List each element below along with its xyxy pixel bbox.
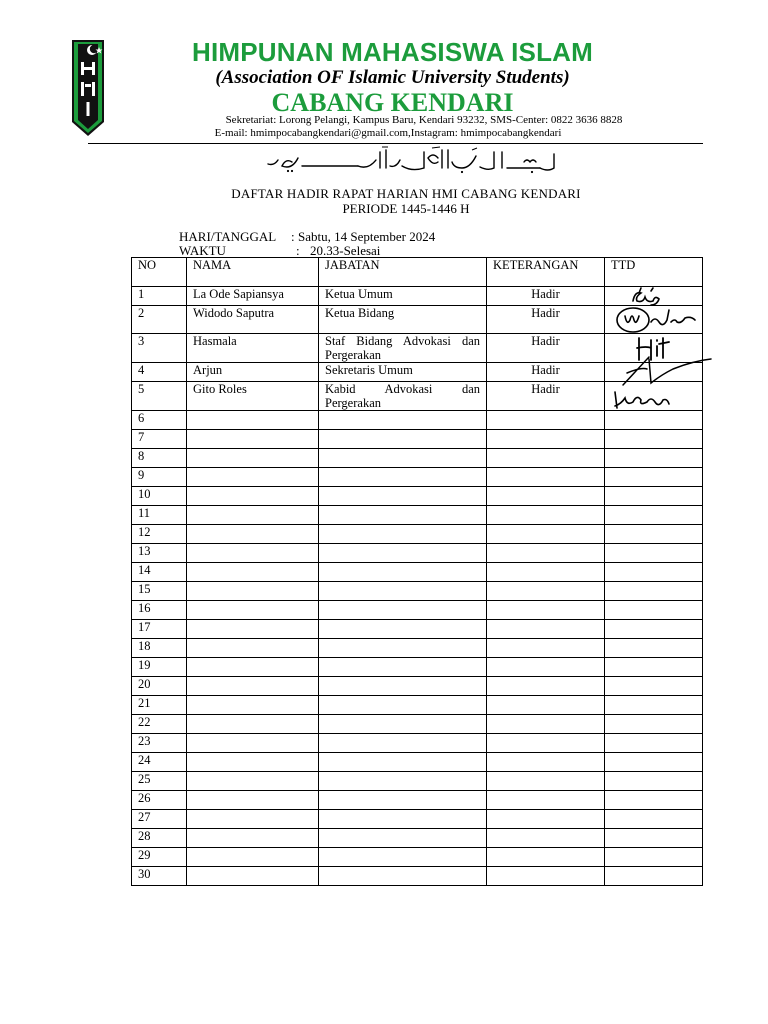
row-jabatan — [319, 487, 487, 506]
table-row — [132, 791, 703, 810]
row-no: 26 — [132, 791, 187, 810]
row-keterangan — [487, 544, 605, 563]
table-row — [132, 810, 703, 829]
row-jabatan — [319, 639, 487, 658]
row-keterangan — [487, 563, 605, 582]
row-keterangan: Hadir — [487, 363, 605, 382]
signature-5 — [605, 382, 703, 410]
signature-4 — [605, 363, 703, 382]
row-signature — [605, 696, 703, 715]
table-row — [132, 411, 703, 430]
row-no: 22 — [132, 715, 187, 734]
header-ttd: TTD — [605, 258, 703, 287]
row-jabatan — [319, 658, 487, 677]
row-keterangan — [487, 715, 605, 734]
row-nama — [187, 639, 319, 658]
row-nama: Arjun — [187, 363, 319, 382]
row-jabatan — [319, 810, 487, 829]
row-no: 29 — [132, 848, 187, 867]
row-keterangan — [487, 791, 605, 810]
row-jabatan: Ketua Umum — [319, 287, 487, 306]
row-jabatan — [319, 582, 487, 601]
row-jabatan: Staf Bidang Advokasi dan Pergerakan — [319, 334, 487, 363]
meeting-time — [179, 243, 380, 258]
row-nama — [187, 734, 319, 753]
table-row — [132, 715, 703, 734]
row-nama — [187, 601, 319, 620]
row-signature — [605, 791, 703, 810]
row-signature — [605, 287, 703, 306]
row-nama — [187, 487, 319, 506]
header-no: NO — [132, 258, 187, 287]
row-jabatan — [319, 772, 487, 791]
row-signature — [605, 753, 703, 772]
row-signature — [605, 544, 703, 563]
signature-2 — [605, 306, 703, 334]
row-keterangan — [487, 582, 605, 601]
row-no: 23 — [132, 734, 187, 753]
row-signature — [605, 620, 703, 639]
table-row — [132, 658, 703, 677]
table-header-row — [132, 258, 703, 287]
row-nama — [187, 658, 319, 677]
row-nama — [187, 829, 319, 848]
row-nama — [187, 677, 319, 696]
row-nama — [187, 563, 319, 582]
row-nama: Widodo Saputra — [187, 306, 319, 334]
row-no: 15 — [132, 582, 187, 601]
row-jabatan — [319, 525, 487, 544]
row-nama: Hasmala — [187, 334, 319, 363]
row-signature — [605, 449, 703, 468]
row-nama — [187, 430, 319, 449]
row-nama — [187, 867, 319, 886]
table-row — [132, 382, 703, 411]
row-keterangan — [487, 487, 605, 506]
row-jabatan — [319, 734, 487, 753]
row-keterangan — [487, 620, 605, 639]
attendance-table — [131, 257, 703, 886]
table-row — [132, 867, 703, 886]
table-row — [132, 449, 703, 468]
row-nama — [187, 582, 319, 601]
row-keterangan — [487, 658, 605, 677]
time-value: 20.33-Selesai — [310, 243, 381, 258]
header-jabatan: JABATAN — [319, 258, 487, 287]
header-divider — [88, 143, 703, 144]
hmi-logo — [68, 38, 108, 138]
row-jabatan — [319, 867, 487, 886]
table-row — [132, 506, 703, 525]
row-jabatan: Kabid Advokasi dan Pergerakan — [319, 382, 487, 411]
row-keterangan — [487, 525, 605, 544]
row-signature — [605, 658, 703, 677]
date-separator: : — [291, 229, 295, 244]
row-signature — [605, 334, 703, 363]
row-no: 6 — [132, 411, 187, 430]
row-jabatan — [319, 620, 487, 639]
time-label: WAKTU — [179, 243, 226, 258]
contact-info: E-mail: hmimpocabangkendari@gmail.com,Instagram: hmimpocabangkendari — [214, 127, 562, 139]
table-row — [132, 487, 703, 506]
row-no: 2 — [132, 306, 187, 334]
row-jabatan — [319, 563, 487, 582]
row-no: 11 — [132, 506, 187, 525]
row-keterangan — [487, 848, 605, 867]
date-value: Sabtu, 14 September 2024 — [298, 229, 436, 244]
row-jabatan — [319, 696, 487, 715]
row-nama — [187, 791, 319, 810]
row-no: 27 — [132, 810, 187, 829]
row-jabatan — [319, 848, 487, 867]
table-row — [132, 601, 703, 620]
row-no: 30 — [132, 867, 187, 886]
row-keterangan — [487, 506, 605, 525]
row-jabatan — [319, 715, 487, 734]
row-no: 8 — [132, 449, 187, 468]
row-nama — [187, 411, 319, 430]
row-no: 3 — [132, 334, 187, 363]
row-keterangan — [487, 601, 605, 620]
row-no: 4 — [132, 363, 187, 382]
row-nama — [187, 506, 319, 525]
table-row — [132, 772, 703, 791]
row-no: 1 — [132, 287, 187, 306]
row-nama — [187, 810, 319, 829]
meeting-date — [179, 229, 435, 244]
row-signature — [605, 734, 703, 753]
row-nama — [187, 696, 319, 715]
row-jabatan — [319, 544, 487, 563]
table-row — [132, 334, 703, 363]
header-keterangan: KETERANGAN — [487, 258, 605, 287]
row-jabatan — [319, 677, 487, 696]
row-no: 5 — [132, 382, 187, 411]
table-row — [132, 734, 703, 753]
row-nama — [187, 620, 319, 639]
row-keterangan — [487, 411, 605, 430]
row-keterangan — [487, 677, 605, 696]
header-nama: NAMA — [187, 258, 319, 287]
row-nama — [187, 848, 319, 867]
row-signature — [605, 430, 703, 449]
row-no: 24 — [132, 753, 187, 772]
row-signature — [605, 601, 703, 620]
row-keterangan — [487, 867, 605, 886]
table-row — [132, 306, 703, 334]
row-signature — [605, 411, 703, 430]
row-signature — [605, 306, 703, 334]
table-row — [132, 430, 703, 449]
branch-name: CABANG KENDARI — [271, 88, 514, 117]
row-jabatan — [319, 411, 487, 430]
table-row — [132, 544, 703, 563]
row-no: 18 — [132, 639, 187, 658]
time-separator: : — [296, 243, 300, 258]
row-nama — [187, 544, 319, 563]
row-keterangan — [487, 772, 605, 791]
row-signature — [605, 506, 703, 525]
row-jabatan — [319, 791, 487, 810]
row-no: 21 — [132, 696, 187, 715]
row-keterangan — [487, 449, 605, 468]
document-period: PERIODE 1445-1446 H — [342, 201, 470, 216]
row-keterangan — [487, 696, 605, 715]
row-keterangan: Hadir — [487, 334, 605, 363]
row-keterangan: Hadir — [487, 287, 605, 306]
row-keterangan — [487, 639, 605, 658]
basmalah-calligraphy — [262, 146, 562, 176]
row-jabatan: Sekretaris Umum — [319, 363, 487, 382]
row-signature — [605, 639, 703, 658]
row-keterangan: Hadir — [487, 306, 605, 334]
row-nama: La Ode Sapiansya — [187, 287, 319, 306]
row-jabatan — [319, 468, 487, 487]
row-jabatan — [319, 753, 487, 772]
row-no: 20 — [132, 677, 187, 696]
row-signature — [605, 848, 703, 867]
row-no: 12 — [132, 525, 187, 544]
table-row — [132, 639, 703, 658]
row-no: 9 — [132, 468, 187, 487]
row-no: 14 — [132, 563, 187, 582]
row-jabatan — [319, 430, 487, 449]
table-row — [132, 563, 703, 582]
row-signature — [605, 382, 703, 411]
row-jabatan — [319, 449, 487, 468]
row-signature — [605, 867, 703, 886]
row-jabatan — [319, 506, 487, 525]
row-signature — [605, 525, 703, 544]
row-signature — [605, 810, 703, 829]
table-row — [132, 287, 703, 306]
row-jabatan — [319, 829, 487, 848]
row-keterangan: Hadir — [487, 382, 605, 411]
row-no: 17 — [132, 620, 187, 639]
row-nama — [187, 715, 319, 734]
row-signature — [605, 468, 703, 487]
row-signature — [605, 582, 703, 601]
row-keterangan — [487, 810, 605, 829]
row-no: 10 — [132, 487, 187, 506]
row-no: 16 — [132, 601, 187, 620]
row-signature — [605, 829, 703, 848]
table-row — [132, 363, 703, 382]
row-nama — [187, 468, 319, 487]
row-no: 28 — [132, 829, 187, 848]
row-no: 25 — [132, 772, 187, 791]
row-nama — [187, 772, 319, 791]
date-label: HARI/TANGGAL — [179, 229, 277, 244]
org-name: HIMPUNAN MAHASISWA ISLAM — [191, 37, 594, 67]
table-row — [132, 696, 703, 715]
row-nama — [187, 449, 319, 468]
table-row — [132, 753, 703, 772]
row-jabatan: Ketua Bidang — [319, 306, 487, 334]
table-row — [132, 468, 703, 487]
secretariat-address: Sekretariat: Lorong Pelangi, Kampus Baru, Kendari 93232, SMS-Center: 0822 3636 8828 — [225, 114, 623, 126]
row-keterangan — [487, 734, 605, 753]
table-row — [132, 829, 703, 848]
row-signature — [605, 363, 703, 382]
row-keterangan — [487, 829, 605, 848]
row-signature — [605, 772, 703, 791]
document-title: DAFTAR HADIR RAPAT HARIAN HMI CABANG KENDARI — [231, 186, 581, 201]
table-row — [132, 582, 703, 601]
row-signature — [605, 563, 703, 582]
row-signature — [605, 677, 703, 696]
signature-3 — [605, 334, 703, 362]
row-keterangan — [487, 468, 605, 487]
row-no: 7 — [132, 430, 187, 449]
row-no: 13 — [132, 544, 187, 563]
signature-1 — [605, 287, 703, 306]
row-no: 19 — [132, 658, 187, 677]
row-signature — [605, 715, 703, 734]
table-row — [132, 848, 703, 867]
org-name-english: (Association OF Islamic University Students) — [215, 67, 570, 88]
row-keterangan — [487, 753, 605, 772]
row-jabatan — [319, 601, 487, 620]
row-nama — [187, 525, 319, 544]
row-nama — [187, 753, 319, 772]
row-signature — [605, 487, 703, 506]
table-row — [132, 620, 703, 639]
row-keterangan — [487, 430, 605, 449]
table-row — [132, 677, 703, 696]
table-row — [132, 525, 703, 544]
row-nama: Gito Roles — [187, 382, 319, 411]
